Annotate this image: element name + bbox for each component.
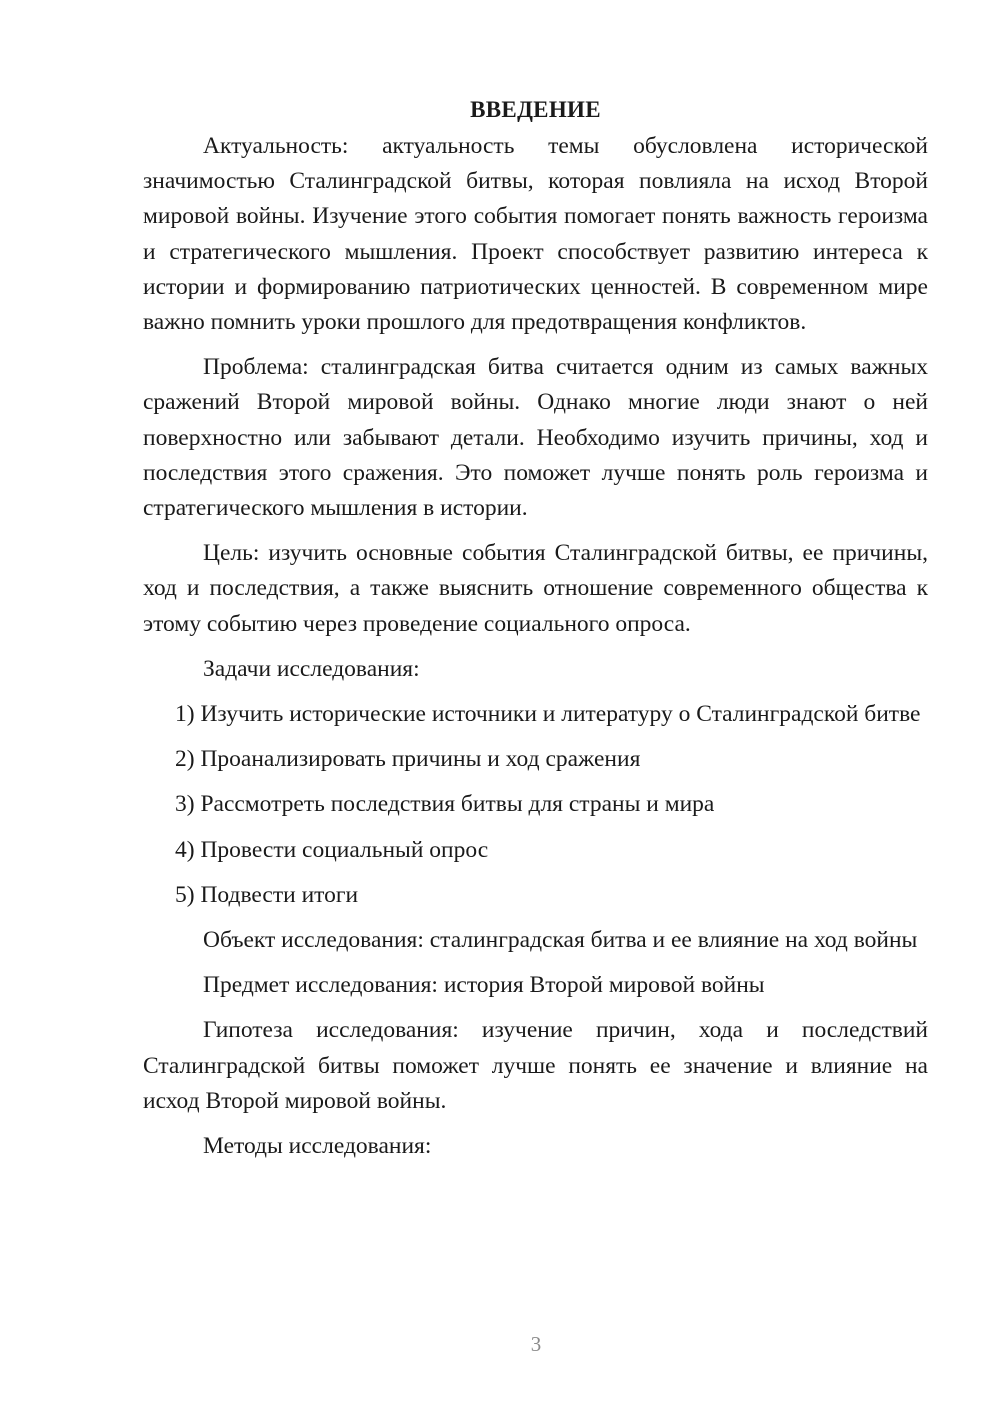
paragraph-object: Объект исследования: сталинградская битва и ее влияние на ход войны bbox=[203, 927, 918, 954]
paragraph-hypothesis: Гипотеза исследования: изучение причин, хода и последствий Сталинградской битвы поможет лучше понять ее значение и влияние на исход Второй мировой войны. bbox=[143, 1017, 928, 1114]
paragraph-tasks-heading: Задачи исследования: bbox=[203, 655, 420, 682]
paragraph-problem: Проблема: сталинградская битва считается одним из самых важных сражений Второй мировой войны. Однако многие люди знают о ней поверхностно или забывают детали. Необходимо изучить причины, ход и последствия этого сражения. Это поможет лучше понять роль героизма и стратегического мышления в истории. bbox=[143, 354, 928, 522]
paragraph-goal: Цель: изучить основные события Сталинградской битвы, ее причины, ход и последствия, а также выяснить отношение современного общества к этому событию через проведение социального опроса. bbox=[143, 540, 928, 637]
paragraph-methods: Методы исследования: bbox=[203, 1133, 432, 1160]
task-item-3: 3) Рассмотреть последствия битвы для страны и мира bbox=[175, 791, 715, 818]
document-page bbox=[143, 92, 928, 1174]
paragraph-relevance: Актуальность: актуальность темы обусловлена исторической значимостью Сталинградской битвы, которая повлияла на исход Второй мировой войны. Изучение этого события помогает понять важность героизма и стратегического мышления. Проект способствует развитию интереса к истории и формированию патриотических ценностей. В современном мире важно помнить уроки прошлого для предотвращения конфликтов. bbox=[143, 133, 928, 336]
section-title: ВВЕДЕНИЕ bbox=[470, 97, 601, 122]
task-item-5: 5) Подвести итоги bbox=[175, 881, 359, 908]
task-item-4: 4) Провести социальный опрос bbox=[175, 836, 489, 863]
page-number: 3 bbox=[530, 1332, 542, 1356]
task-item-1: 1) Изучить исторические источники и литературу о Сталинградской битве bbox=[175, 701, 921, 728]
paragraph-subject: Предмет исследования: история Второй мировой войны bbox=[203, 972, 765, 999]
task-item-2: 2) Проанализировать причины и ход сражения bbox=[175, 746, 641, 773]
